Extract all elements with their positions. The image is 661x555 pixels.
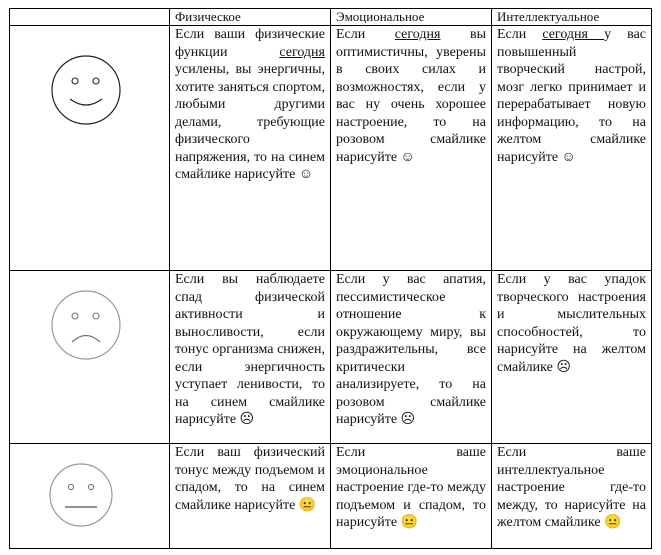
physical-bad-text: Если вы наблюдаете спад физической активности и выносливости, если тонус организма снижен, если энергичность уступает ленивости, то на синем смайлике нарисуйте ☹ [170, 271, 331, 444]
emotional-good-text: Если сегодня вы оптимистичны, уверены в своих силах и возможностях, если у вас ну очень хорошее настроение, то на розовом смайлике нарисуйте ☺ [331, 26, 492, 271]
intellectual-neutral-text: Если ваше интеллектуальное настроение где-то между, то нарисуйте на желтом смайлике 😐 [492, 444, 652, 549]
intellectual-bad-text: Если у вас упадок творческого настроения и мыслительных способностей, то нарисуйте на желтом смайлике ☹ [492, 271, 652, 444]
header-physical: Физическое [170, 9, 331, 26]
table-row [10, 271, 652, 444]
header-row [10, 9, 652, 26]
neutral-smiley-icon [48, 462, 114, 528]
happy-smiley-icon [50, 54, 122, 126]
table-row [10, 26, 652, 271]
header-emotional: Эмоциональное [331, 9, 492, 26]
face-cell [10, 444, 170, 549]
mood-table [9, 8, 652, 549]
face-cell [10, 26, 170, 271]
sad-smiley-icon [50, 289, 122, 361]
physical-good-text: Если ваши физические функции сегодня усилены, вы энергичны, хотите заняться спортом, любыми другими делами, требующие физического напряжения, то на синем смайлике нарисуйте ☺ [170, 26, 331, 271]
physical-neutral-text: Если ваш физический тонус между подъемом и спадом, то на синем смайлике нарисуйте 😐 [170, 444, 331, 549]
intellectual-good-text: Если сегодня у вас повышенный творческий настрой, мозг легко принимает и перерабатывает новую информацию, то на желтом смайлике нарисуйте ☺ [492, 26, 652, 271]
header-intellectual: Интеллектуальное [492, 9, 652, 26]
face-cell [10, 271, 170, 444]
table-row [10, 444, 652, 549]
header-empty-cell [10, 9, 170, 26]
emotional-bad-text: Если у вас апатия, пессимистическое отношение к окружающему миру, вы раздражительны, все критически анализируете, то на розовом смайлике нарисуйте ☹ [331, 271, 492, 444]
emotional-neutral-text: Если ваше эмоциональное настроение где-то между подъемом и спадом, то нарисуйте 😐 [331, 444, 492, 549]
